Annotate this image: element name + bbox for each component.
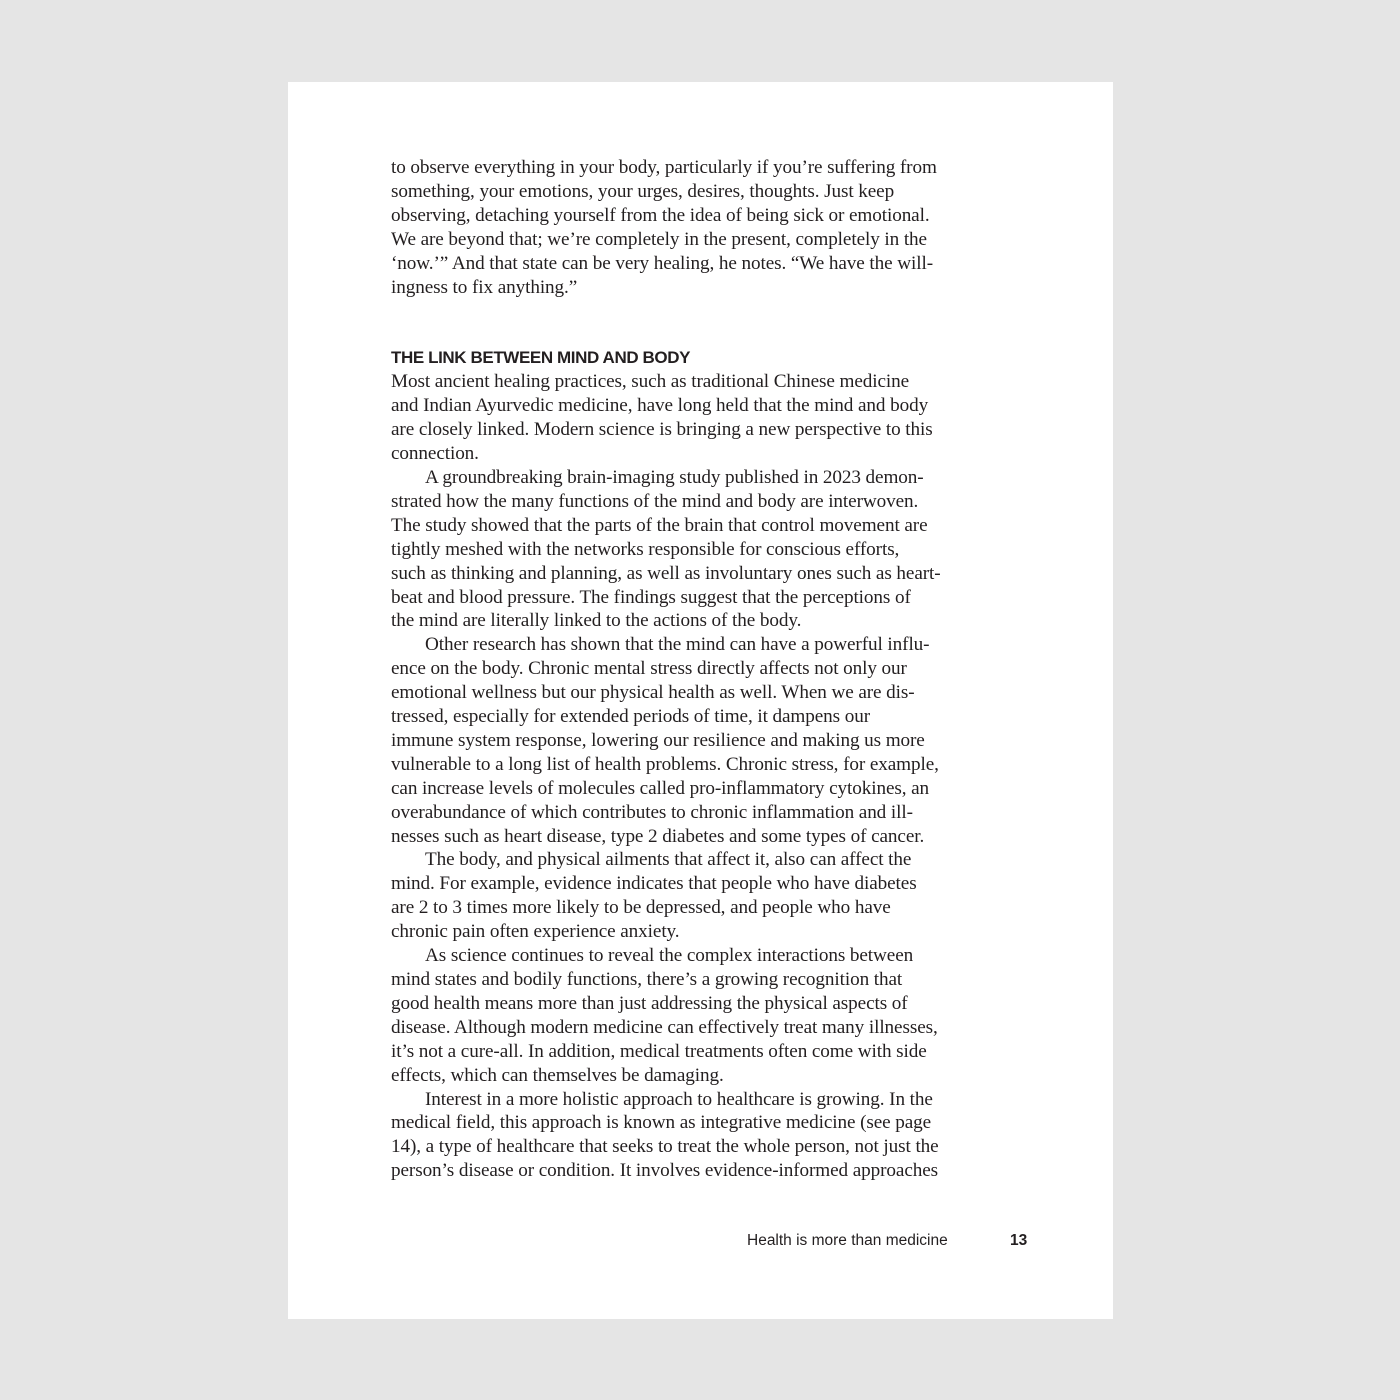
text-line: beat and blood pressure. The findings suggest that the perceptions of xyxy=(391,586,911,608)
text-line: ‘now.’” And that state can be very healing, he notes. “We have the will- xyxy=(391,252,933,274)
text-line: can increase levels of molecules called pro-inflammatory cytokines, an xyxy=(391,777,930,799)
paragraph xyxy=(391,633,1016,848)
section-heading: THE LINK BETWEEN MIND AND BODY xyxy=(391,348,691,368)
text-line: the mind are literally linked to the actions of the body. xyxy=(391,610,802,632)
text-line: good health means more than just addressing the physical aspects of xyxy=(391,992,908,1014)
book-page xyxy=(288,82,1113,1319)
text-line: person’s disease or condition. It involves evidence-informed approaches xyxy=(391,1160,939,1182)
text-line: are 2 to 3 times more likely to be depressed, and people who have xyxy=(391,897,891,919)
text-line: The study showed that the parts of the brain that control movement are xyxy=(391,514,928,536)
section-spacer xyxy=(391,299,1016,346)
text-line: are closely linked. Modern science is bringing a new perspective to this xyxy=(391,419,933,441)
text-line: emotional wellness but our physical health as well. When we are dis- xyxy=(391,682,915,704)
paragraph xyxy=(391,848,1016,944)
text-line: Most ancient healing practices, such as traditional Chinese medicine xyxy=(391,371,910,393)
text-line: it’s not a cure-all. In addition, medical treatments often come with side xyxy=(391,1040,927,1062)
text-line: The body, and physical ailments that affect it, also can affect the xyxy=(425,849,912,871)
text-line: medical field, this approach is known as integrative medicine (see page xyxy=(391,1112,932,1134)
text-line: strated how the many functions of the mind and body are interwoven. xyxy=(391,490,919,512)
paragraph xyxy=(391,944,1016,1087)
text-line: 14), a type of healthcare that seeks to treat the whole person, not just the xyxy=(391,1136,939,1158)
text-line: tightly meshed with the networks responsible for conscious efforts, xyxy=(391,538,900,560)
page-number: 13 xyxy=(1010,1232,1028,1249)
text-line: vulnerable to a long list of health problems. Chronic stress, for example, xyxy=(391,753,939,775)
text-line: something, your emotions, your urges, desires, thoughts. Just keep xyxy=(391,180,895,202)
text-line: disease. Although modern medicine can effectively treat many illnesses, xyxy=(391,1016,938,1038)
text-line: tressed, especially for extended periods of time, it dampens our xyxy=(391,706,871,728)
text-line: and Indian Ayurvedic medicine, have long held that the mind and body xyxy=(391,395,929,417)
paragraph xyxy=(391,1088,1016,1184)
running-footer-title: Health is more than medicine xyxy=(747,1232,948,1249)
text-line: mind. For example, evidence indicates that people who have diabetes xyxy=(391,873,917,895)
text-line: As science continues to reveal the complex interactions between xyxy=(425,945,914,967)
paragraph xyxy=(391,370,1016,466)
text-line: Other research has shown that the mind can have a powerful influ- xyxy=(425,634,930,656)
text-line: immune system response, lowering our resilience and making us more xyxy=(391,729,925,751)
text-line: overabundance of which contributes to chronic inflammation and ill- xyxy=(391,801,913,823)
text-line: to observe everything in your body, particularly if you’re suffering from xyxy=(391,157,937,178)
text-line: A groundbreaking brain-imaging study published in 2023 demon- xyxy=(425,466,924,488)
text-line: chronic pain often experience anxiety. xyxy=(391,921,680,943)
paragraph xyxy=(391,466,1016,633)
text-line: nesses such as heart disease, type 2 diabetes and some types of cancer. xyxy=(391,825,925,847)
text-line: mind states and bodily functions, there’s a growing recognition that xyxy=(391,969,903,990)
text-line: such as thinking and planning, as well as involuntary ones such as heart- xyxy=(391,562,941,584)
text-line: effects, which can themselves be damaging. xyxy=(391,1064,724,1086)
intro-paragraph xyxy=(391,156,1016,299)
text-line: ingness to fix anything.” xyxy=(391,276,578,298)
text-line: Interest in a more holistic approach to healthcare is growing. In the xyxy=(425,1088,933,1110)
text-line: observing, detaching yourself from the idea of being sick or emotional. xyxy=(391,204,930,226)
text-line: We are beyond that; we’re completely in the present, completely in the xyxy=(391,228,927,250)
body-text xyxy=(391,156,1016,1183)
text-line: connection. xyxy=(391,443,479,465)
text-line: ence on the body. Chronic mental stress directly affects not only our xyxy=(391,658,907,680)
